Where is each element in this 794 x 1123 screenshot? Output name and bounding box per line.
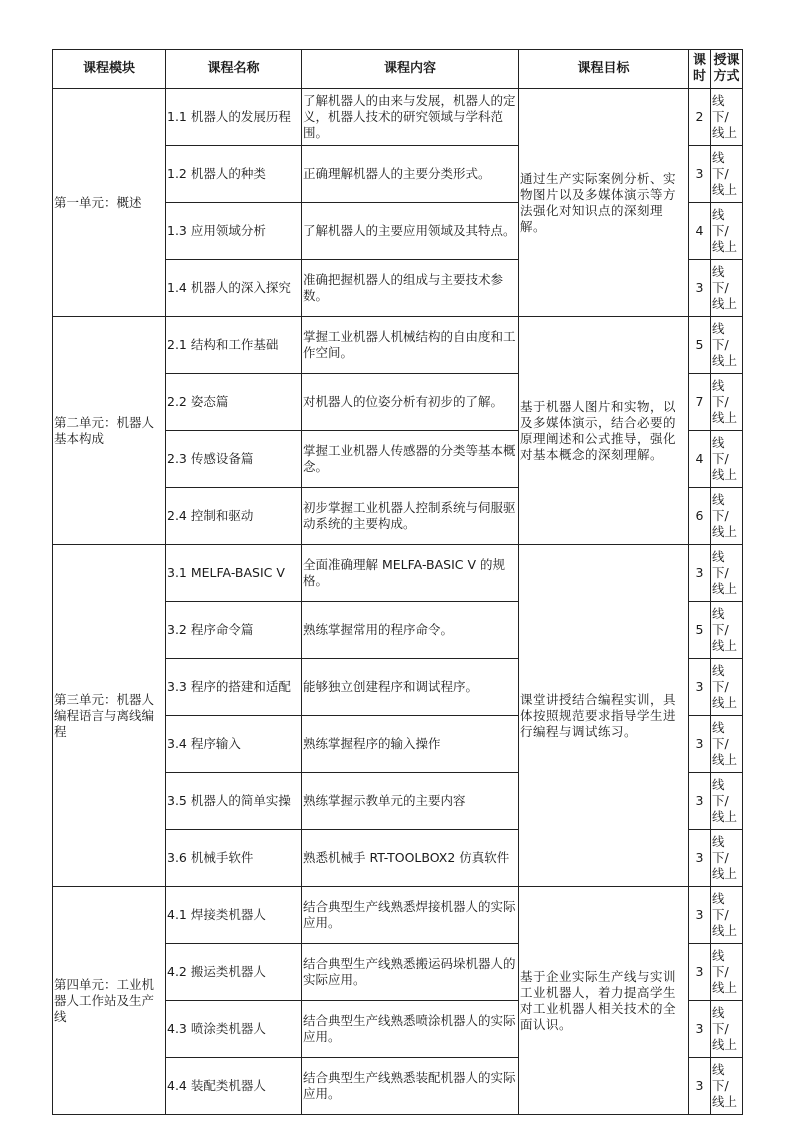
- hours-cell: 2: [689, 89, 711, 146]
- module-cell: 第一单元：概述: [53, 89, 166, 317]
- mode-cell: 线下/ 线上: [711, 260, 743, 317]
- course-name: 2.3 传感设备篇: [166, 431, 302, 488]
- hours-cell: 7: [689, 374, 711, 431]
- course-name: 1.3 应用领域分析: [166, 203, 302, 260]
- course-name: 4.1 焊接类机器人: [166, 887, 302, 944]
- hours-cell: 3: [689, 716, 711, 773]
- hours-cell: 3: [689, 830, 711, 887]
- course-name: 4.3 喷涂类机器人: [166, 1001, 302, 1058]
- objective-cell: 课堂讲授结合编程实训，具体按照规范要求指导学生进行编程与调试练习。: [519, 545, 689, 887]
- mode-cell: 线下/ 线上: [711, 944, 743, 1001]
- course-content: 正确理解机器人的主要分类形式。: [302, 146, 519, 203]
- hours-cell: 3: [689, 944, 711, 1001]
- module-cell: 第四单元：工业机器人工作站及生产线: [53, 887, 166, 1115]
- mode-cell: 线下/ 线上: [711, 89, 743, 146]
- mode-cell: 线下/ 线上: [711, 659, 743, 716]
- course-name: 4.4 装配类机器人: [166, 1058, 302, 1115]
- mode-cell: 线下/ 线上: [711, 887, 743, 944]
- course-content: 了解机器人的由来与发展，机器人的定义，机器人技术的研究领域与学科范围。: [302, 89, 519, 146]
- table-row: [53, 545, 743, 602]
- course-content: 结合典型生产线熟悉装配机器人的实际应用。: [302, 1058, 519, 1115]
- mode-cell: 线下/ 线上: [711, 431, 743, 488]
- header-content: 课程内容: [302, 50, 519, 89]
- hours-cell: 5: [689, 602, 711, 659]
- course-name: 1.4 机器人的深入探究: [166, 260, 302, 317]
- course-content: 全面准确理解 MELFA-BASIC V 的规格。: [302, 545, 519, 602]
- course-schedule-table: [52, 49, 743, 1115]
- course-content: 熟练掌握示教单元的主要内容: [302, 773, 519, 830]
- hours-cell: 3: [689, 146, 711, 203]
- course-name: 2.4 控制和驱动: [166, 488, 302, 545]
- header-objective: 课程目标: [519, 50, 689, 89]
- mode-cell: 线下/ 线上: [711, 488, 743, 545]
- mode-cell: 线下/ 线上: [711, 1058, 743, 1115]
- header-module: 课程模块: [53, 50, 166, 89]
- course-name: 3.6 机械手软件: [166, 830, 302, 887]
- course-content: 对机器人的位姿分析有初步的了解。: [302, 374, 519, 431]
- mode-cell: 线下/ 线上: [711, 146, 743, 203]
- course-name: 2.1 结构和工作基础: [166, 317, 302, 374]
- objective-cell: 基于机器人图片和实物，以及多媒体演示，结合必要的原理阐述和公式推导，强化对基本概念的深刻理解。: [519, 317, 689, 545]
- course-content: 熟练掌握常用的程序命令。: [302, 602, 519, 659]
- hours-cell: 4: [689, 203, 711, 260]
- hours-cell: 3: [689, 1058, 711, 1115]
- mode-cell: 线下/ 线上: [711, 773, 743, 830]
- course-content: 结合典型生产线熟悉焊接机器人的实际应用。: [302, 887, 519, 944]
- hours-cell: 3: [689, 260, 711, 317]
- hours-cell: 3: [689, 887, 711, 944]
- hours-cell: 5: [689, 317, 711, 374]
- course-content: 了解机器人的主要应用领域及其特点。: [302, 203, 519, 260]
- mode-cell: 线下/ 线上: [711, 545, 743, 602]
- module-cell: 第三单元：机器人编程语言与离线编程: [53, 545, 166, 887]
- mode-cell: 线下/ 线上: [711, 716, 743, 773]
- table-row: [53, 317, 743, 374]
- course-name: 4.2 搬运类机器人: [166, 944, 302, 1001]
- course-name: 1.1 机器人的发展历程: [166, 89, 302, 146]
- mode-cell: 线下/ 线上: [711, 374, 743, 431]
- mode-cell: 线下/ 线上: [711, 203, 743, 260]
- course-name: 3.3 程序的搭建和适配: [166, 659, 302, 716]
- course-content: 能够独立创建程序和调试程序。: [302, 659, 519, 716]
- course-content: 掌握工业机器人机械结构的自由度和工作空间。: [302, 317, 519, 374]
- hours-cell: 3: [689, 773, 711, 830]
- course-content: 准确把握机器人的组成与主要技术参数。: [302, 260, 519, 317]
- course-content: 熟悉机械手 RT-TOOLBOX2 仿真软件: [302, 830, 519, 887]
- table-row: [53, 89, 743, 146]
- header-mode: 授课方式: [711, 50, 743, 89]
- course-name: 3.2 程序命令篇: [166, 602, 302, 659]
- header-row: [53, 50, 743, 89]
- course-content: 结合典型生产线熟悉喷涂机器人的实际应用。: [302, 1001, 519, 1058]
- module-cell: 第二单元：机器人基本构成: [53, 317, 166, 545]
- course-content: 熟练掌握程序的输入操作: [302, 716, 519, 773]
- table-row: [53, 887, 743, 944]
- hours-cell: 6: [689, 488, 711, 545]
- course-content: 结合典型生产线熟悉搬运码垛机器人的实际应用。: [302, 944, 519, 1001]
- course-content: 初步掌握工业机器人控制系统与伺服驱动系统的主要构成。: [302, 488, 519, 545]
- mode-cell: 线下/ 线上: [711, 602, 743, 659]
- hours-cell: 3: [689, 1001, 711, 1058]
- course-content: 掌握工业机器人传感器的分类等基本概念。: [302, 431, 519, 488]
- course-name: 3.4 程序输入: [166, 716, 302, 773]
- header-name: 课程名称: [166, 50, 302, 89]
- course-name: 3.1 MELFA-BASIC V: [166, 545, 302, 602]
- objective-cell: 基于企业实际生产线与实训工业机器人，着力提高学生对工业机器人相关技术的全面认识。: [519, 887, 689, 1115]
- hours-cell: 4: [689, 431, 711, 488]
- hours-cell: 3: [689, 659, 711, 716]
- course-name: 1.2 机器人的种类: [166, 146, 302, 203]
- course-name: 2.2 姿态篇: [166, 374, 302, 431]
- objective-cell: 通过生产实际案例分析、实物图片以及多媒体演示等方法强化对知识点的深刻理解。: [519, 89, 689, 317]
- mode-cell: 线下/ 线上: [711, 317, 743, 374]
- hours-cell: 3: [689, 545, 711, 602]
- mode-cell: 线下/ 线上: [711, 1001, 743, 1058]
- mode-cell: 线下/ 线上: [711, 830, 743, 887]
- header-hours: 课时: [689, 50, 711, 89]
- course-name: 3.5 机器人的简单实操: [166, 773, 302, 830]
